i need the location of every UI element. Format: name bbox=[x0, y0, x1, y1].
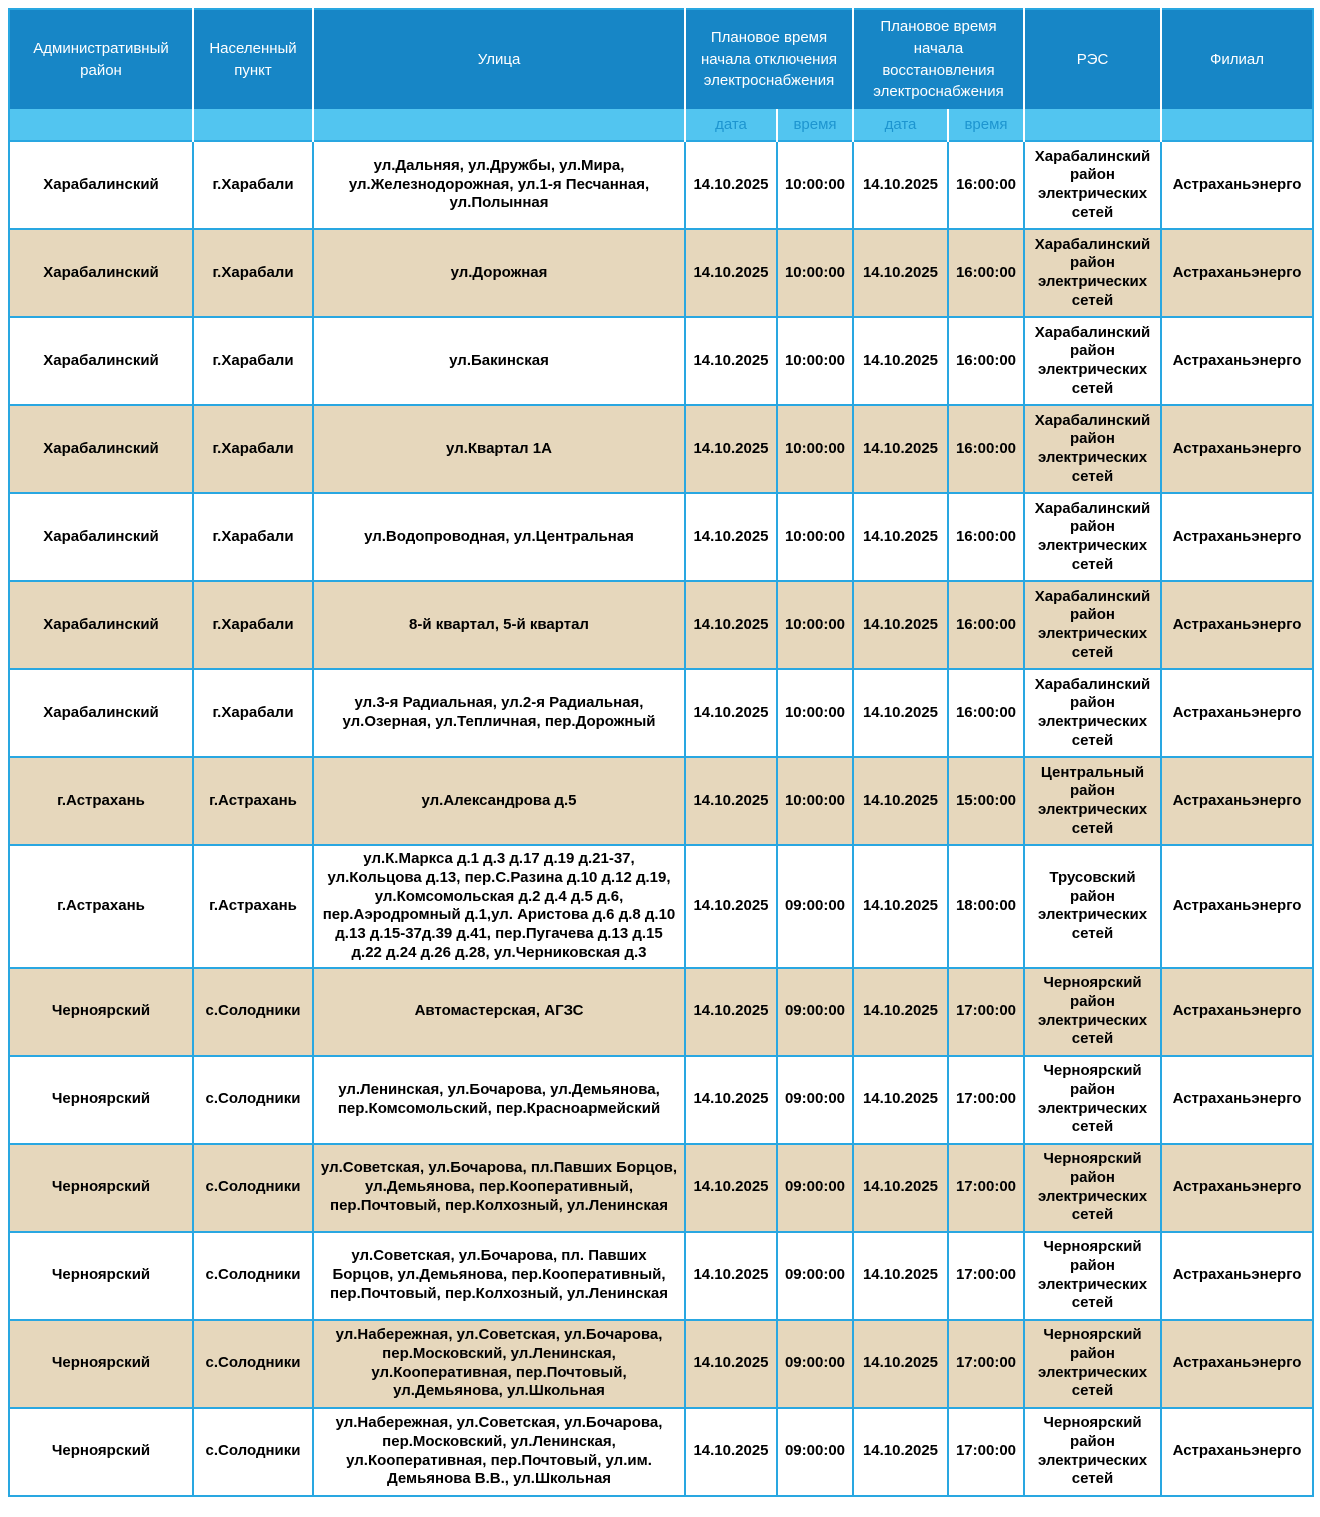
header-row-sub bbox=[9, 109, 1313, 141]
cell-on-time: 18:00:00 bbox=[948, 845, 1024, 968]
cell-res: Харабалинский район электрических сетей bbox=[1024, 405, 1161, 493]
cell-settlement: с.Солодники bbox=[193, 968, 313, 1056]
cell-on-time: 16:00:00 bbox=[948, 229, 1024, 317]
cell-branch: Астраханьэнерго bbox=[1161, 317, 1313, 405]
cell-res: Центральный район электрических сетей bbox=[1024, 757, 1161, 845]
table-row bbox=[9, 1232, 1313, 1320]
cell-on-date: 14.10.2025 bbox=[853, 757, 948, 845]
cell-on-time: 17:00:00 bbox=[948, 1144, 1024, 1232]
cell-settlement: г.Харабали bbox=[193, 229, 313, 317]
cell-off-date: 14.10.2025 bbox=[685, 968, 777, 1056]
cell-on-date: 14.10.2025 bbox=[853, 1232, 948, 1320]
cell-off-time: 10:00:00 bbox=[777, 317, 853, 405]
cell-res: Харабалинский район электрических сетей bbox=[1024, 493, 1161, 581]
cell-settlement: с.Солодники bbox=[193, 1320, 313, 1408]
cell-district: Харабалинский bbox=[9, 669, 193, 757]
cell-off-time: 09:00:00 bbox=[777, 968, 853, 1056]
cell-off-date: 14.10.2025 bbox=[685, 493, 777, 581]
cell-streets: ул.Советская, ул.Бочарова, пл.Павших Борцов, ул.Демьянова, пер.Кооперативный, пер.Почтовый, пер.Колхозный, ул.Ленинская bbox=[313, 1144, 685, 1232]
cell-res: Черноярский район электрических сетей bbox=[1024, 1320, 1161, 1408]
cell-on-date: 14.10.2025 bbox=[853, 493, 948, 581]
cell-on-time: 16:00:00 bbox=[948, 581, 1024, 669]
cell-settlement: с.Солодники bbox=[193, 1144, 313, 1232]
cell-branch: Астраханьэнерго bbox=[1161, 1320, 1313, 1408]
cell-streets: ул.К.Маркса д.1 д.3 д.17 д.19 д.21-37, ул.Кольцова д.13, пер.С.Разина д.10 д.12 д.19, ул.Комсомольская д.2 д.4 д.5 д.6, пер.Аэродромный д.1,ул. Аристова д.6 д.8 д.10 д.13 д.15-37д.39 д.41, пер.Пугачева д.13 д.15 д.22 д.24 д.26 д.28, ул.Черниковская д.3 bbox=[313, 845, 685, 968]
cell-on-date: 14.10.2025 bbox=[853, 1144, 948, 1232]
cell-on-date: 14.10.2025 bbox=[853, 141, 948, 229]
cell-district: Харабалинский bbox=[9, 581, 193, 669]
cell-settlement: с.Солодники bbox=[193, 1408, 313, 1496]
cell-district: Черноярский bbox=[9, 1144, 193, 1232]
cell-on-date: 14.10.2025 bbox=[853, 1320, 948, 1408]
cell-settlement: г.Астрахань bbox=[193, 845, 313, 968]
cell-on-time: 17:00:00 bbox=[948, 1408, 1024, 1496]
cell-off-date: 14.10.2025 bbox=[685, 757, 777, 845]
cell-res: Черноярский район электрических сетей bbox=[1024, 1056, 1161, 1144]
cell-district: Харабалинский bbox=[9, 141, 193, 229]
table-row bbox=[9, 1144, 1313, 1232]
cell-off-time: 09:00:00 bbox=[777, 845, 853, 968]
cell-district: Черноярский bbox=[9, 1320, 193, 1408]
cell-res: Харабалинский район электрических сетей bbox=[1024, 141, 1161, 229]
cell-off-date: 14.10.2025 bbox=[685, 317, 777, 405]
cell-on-date: 14.10.2025 bbox=[853, 845, 948, 968]
cell-streets: 8-й квартал, 5-й квартал bbox=[313, 581, 685, 669]
table-row bbox=[9, 405, 1313, 493]
cell-on-time: 16:00:00 bbox=[948, 493, 1024, 581]
cell-settlement: г.Харабали bbox=[193, 669, 313, 757]
cell-branch: Астраханьэнерго bbox=[1161, 1056, 1313, 1144]
cell-off-time: 09:00:00 bbox=[777, 1408, 853, 1496]
cell-settlement: г.Харабали bbox=[193, 317, 313, 405]
subheader-restore-date: дата bbox=[853, 109, 948, 141]
cell-streets: ул.Александрова д.5 bbox=[313, 757, 685, 845]
cell-on-date: 14.10.2025 bbox=[853, 1408, 948, 1496]
cell-res: Черноярский район электрических сетей bbox=[1024, 1232, 1161, 1320]
cell-off-time: 10:00:00 bbox=[777, 405, 853, 493]
subheader-outage-time: время bbox=[777, 109, 853, 141]
table-row bbox=[9, 581, 1313, 669]
cell-on-time: 17:00:00 bbox=[948, 1232, 1024, 1320]
cell-off-date: 14.10.2025 bbox=[685, 1408, 777, 1496]
cell-off-time: 10:00:00 bbox=[777, 229, 853, 317]
cell-district: Харабалинский bbox=[9, 493, 193, 581]
cell-settlement: г.Харабали bbox=[193, 493, 313, 581]
cell-streets: ул.Дорожная bbox=[313, 229, 685, 317]
cell-off-date: 14.10.2025 bbox=[685, 669, 777, 757]
cell-off-date: 14.10.2025 bbox=[685, 405, 777, 493]
cell-on-date: 14.10.2025 bbox=[853, 317, 948, 405]
cell-settlement: с.Солодники bbox=[193, 1232, 313, 1320]
subheader-empty-res bbox=[1024, 109, 1161, 141]
cell-settlement: г.Астрахань bbox=[193, 757, 313, 845]
table-header bbox=[9, 9, 1313, 141]
cell-branch: Астраханьэнерго bbox=[1161, 1144, 1313, 1232]
cell-on-date: 14.10.2025 bbox=[853, 581, 948, 669]
cell-off-date: 14.10.2025 bbox=[685, 581, 777, 669]
cell-off-time: 10:00:00 bbox=[777, 581, 853, 669]
cell-settlement: с.Солодники bbox=[193, 1056, 313, 1144]
cell-on-time: 16:00:00 bbox=[948, 141, 1024, 229]
cell-res: Черноярский район электрических сетей bbox=[1024, 1408, 1161, 1496]
cell-off-time: 10:00:00 bbox=[777, 493, 853, 581]
cell-branch: Астраханьэнерго bbox=[1161, 1232, 1313, 1320]
cell-branch: Астраханьэнерго bbox=[1161, 968, 1313, 1056]
cell-on-time: 16:00:00 bbox=[948, 317, 1024, 405]
cell-off-time: 10:00:00 bbox=[777, 141, 853, 229]
table-row bbox=[9, 968, 1313, 1056]
cell-off-date: 14.10.2025 bbox=[685, 1232, 777, 1320]
cell-branch: Астраханьэнерго bbox=[1161, 581, 1313, 669]
cell-settlement: г.Харабали bbox=[193, 405, 313, 493]
cell-streets: ул.3-я Радиальная, ул.2-я Радиальная, ул.Озерная, ул.Тепличная, пер.Дорожный bbox=[313, 669, 685, 757]
table-body bbox=[9, 141, 1313, 1496]
cell-res: Трусовский район электрических сетей bbox=[1024, 845, 1161, 968]
table-row bbox=[9, 1056, 1313, 1144]
cell-off-date: 14.10.2025 bbox=[685, 229, 777, 317]
cell-streets: ул.Бакинская bbox=[313, 317, 685, 405]
table-row bbox=[9, 669, 1313, 757]
subheader-empty-district bbox=[9, 109, 193, 141]
table-row bbox=[9, 493, 1313, 581]
subheader-empty-street bbox=[313, 109, 685, 141]
cell-on-date: 14.10.2025 bbox=[853, 229, 948, 317]
cell-off-date: 14.10.2025 bbox=[685, 1056, 777, 1144]
table-row bbox=[9, 141, 1313, 229]
cell-branch: Астраханьэнерго bbox=[1161, 845, 1313, 968]
cell-res: Харабалинский район электрических сетей bbox=[1024, 669, 1161, 757]
cell-district: Харабалинский bbox=[9, 405, 193, 493]
outage-schedule-table bbox=[8, 8, 1314, 1497]
cell-on-date: 14.10.2025 bbox=[853, 405, 948, 493]
cell-off-time: 09:00:00 bbox=[777, 1320, 853, 1408]
table-row bbox=[9, 1408, 1313, 1496]
cell-on-time: 16:00:00 bbox=[948, 405, 1024, 493]
cell-branch: Астраханьэнерго bbox=[1161, 405, 1313, 493]
cell-district: Черноярский bbox=[9, 1056, 193, 1144]
cell-district: Черноярский bbox=[9, 968, 193, 1056]
cell-branch: Астраханьэнерго bbox=[1161, 229, 1313, 317]
cell-res: Харабалинский район электрических сетей bbox=[1024, 317, 1161, 405]
cell-on-date: 14.10.2025 bbox=[853, 968, 948, 1056]
cell-streets: Автомастерская, АГЗС bbox=[313, 968, 685, 1056]
cell-streets: ул.Квартал 1А bbox=[313, 405, 685, 493]
cell-res: Харабалинский район электрических сетей bbox=[1024, 581, 1161, 669]
cell-branch: Астраханьэнерго bbox=[1161, 757, 1313, 845]
cell-streets: ул.Водопроводная, ул.Центральная bbox=[313, 493, 685, 581]
cell-off-time: 09:00:00 bbox=[777, 1232, 853, 1320]
header-outage-group: Плановое время начала отключения электроснабжения bbox=[685, 9, 853, 109]
header-res: РЭС bbox=[1024, 9, 1161, 109]
cell-res: Черноярский район электрических сетей bbox=[1024, 1144, 1161, 1232]
subheader-empty-settlement bbox=[193, 109, 313, 141]
cell-off-date: 14.10.2025 bbox=[685, 845, 777, 968]
cell-on-time: 17:00:00 bbox=[948, 968, 1024, 1056]
cell-streets: ул.Ленинская, ул.Бочарова, ул.Демьянова, пер.Комсомольский, пер.Красноармейский bbox=[313, 1056, 685, 1144]
cell-district: Черноярский bbox=[9, 1408, 193, 1496]
header-admin-district: Административный район bbox=[9, 9, 193, 109]
cell-streets: ул.Набережная, ул.Советская, ул.Бочарова, пер.Московский, ул.Ленинская, ул.Кооперативная, пер.Почтовый, ул.Демьянова, ул.Школьная bbox=[313, 1320, 685, 1408]
cell-settlement: г.Харабали bbox=[193, 141, 313, 229]
cell-district: Харабалинский bbox=[9, 317, 193, 405]
cell-on-date: 14.10.2025 bbox=[853, 669, 948, 757]
subheader-empty-branch bbox=[1161, 109, 1313, 141]
header-restore-group: Плановое время начала восстановления электроснабжения bbox=[853, 9, 1024, 109]
header-street: Улица bbox=[313, 9, 685, 109]
table-row bbox=[9, 229, 1313, 317]
header-row-main bbox=[9, 9, 1313, 109]
cell-res: Черноярский район электрических сетей bbox=[1024, 968, 1161, 1056]
cell-streets: ул.Набережная, ул.Советская, ул.Бочарова, пер.Московский, ул.Ленинская, ул.Кооперативная, пер.Почтовый, ул.им. Демьянова В.В., ул.Школьная bbox=[313, 1408, 685, 1496]
table-row bbox=[9, 317, 1313, 405]
cell-res: Харабалинский район электрических сетей bbox=[1024, 229, 1161, 317]
subheader-restore-time: время bbox=[948, 109, 1024, 141]
cell-streets: ул.Дальняя, ул.Дружбы, ул.Мира, ул.Железнодорожная, ул.1-я Песчанная, ул.Полынная bbox=[313, 141, 685, 229]
cell-district: г.Астрахань bbox=[9, 845, 193, 968]
cell-on-time: 17:00:00 bbox=[948, 1320, 1024, 1408]
table-row bbox=[9, 757, 1313, 845]
cell-district: Харабалинский bbox=[9, 229, 193, 317]
header-settlement: Населенный пункт bbox=[193, 9, 313, 109]
cell-district: Черноярский bbox=[9, 1232, 193, 1320]
cell-branch: Астраханьэнерго bbox=[1161, 141, 1313, 229]
cell-on-time: 16:00:00 bbox=[948, 669, 1024, 757]
cell-off-time: 09:00:00 bbox=[777, 1056, 853, 1144]
cell-off-time: 10:00:00 bbox=[777, 757, 853, 845]
cell-district: г.Астрахань bbox=[9, 757, 193, 845]
header-branch: Филиал bbox=[1161, 9, 1313, 109]
cell-settlement: г.Харабали bbox=[193, 581, 313, 669]
table-row bbox=[9, 1320, 1313, 1408]
cell-off-time: 10:00:00 bbox=[777, 669, 853, 757]
cell-branch: Астраханьэнерго bbox=[1161, 669, 1313, 757]
cell-off-date: 14.10.2025 bbox=[685, 1144, 777, 1232]
cell-off-date: 14.10.2025 bbox=[685, 141, 777, 229]
cell-branch: Астраханьэнерго bbox=[1161, 1408, 1313, 1496]
cell-on-date: 14.10.2025 bbox=[853, 1056, 948, 1144]
table-row bbox=[9, 845, 1313, 968]
cell-on-time: 17:00:00 bbox=[948, 1056, 1024, 1144]
subheader-outage-date: дата bbox=[685, 109, 777, 141]
cell-on-time: 15:00:00 bbox=[948, 757, 1024, 845]
cell-off-time: 09:00:00 bbox=[777, 1144, 853, 1232]
cell-off-date: 14.10.2025 bbox=[685, 1320, 777, 1408]
cell-branch: Астраханьэнерго bbox=[1161, 493, 1313, 581]
cell-streets: ул.Советская, ул.Бочарова, пл. Павших Борцов, ул.Демьянова, пер.Кооперативный, пер.Почтовый, пер.Колхозный, ул.Ленинская bbox=[313, 1232, 685, 1320]
